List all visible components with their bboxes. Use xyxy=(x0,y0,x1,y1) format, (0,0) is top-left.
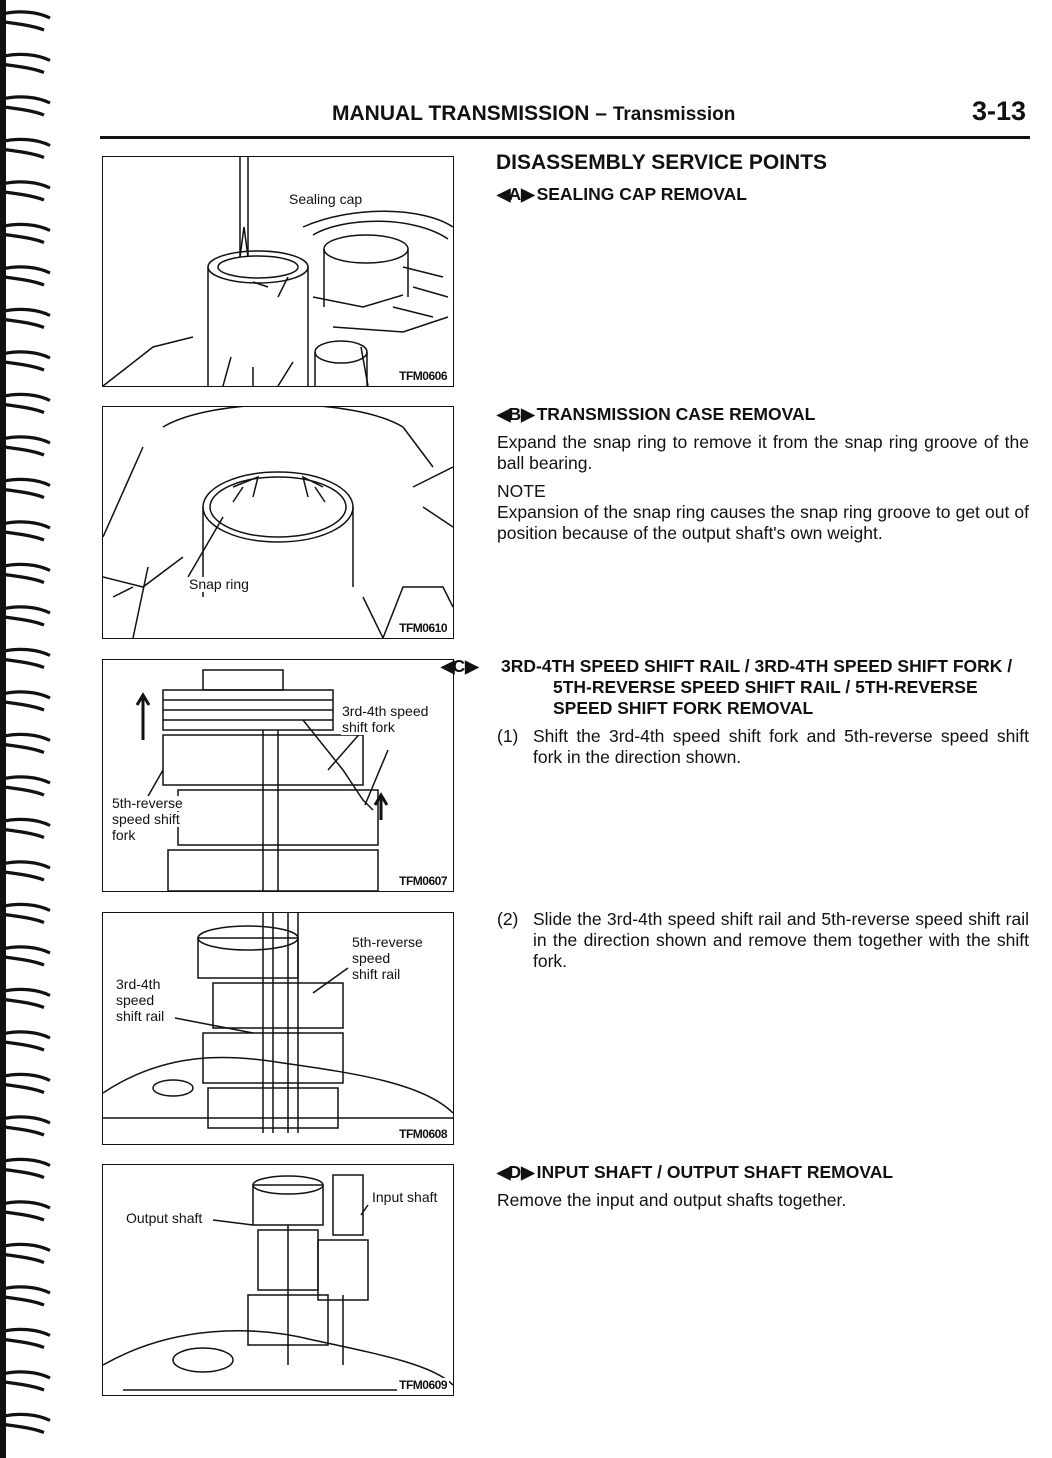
marker-b-icon: ◀B▶ xyxy=(497,404,533,424)
section-d-heading: INPUT SHAFT / OUTPUT SHAFT REMOVAL xyxy=(536,1162,894,1182)
label-3rd-rail-b: speed xyxy=(116,992,155,1008)
binding-coil xyxy=(2,649,50,667)
spiral-binding xyxy=(0,0,60,1458)
binding-coil xyxy=(2,224,50,242)
section-d-body: Remove the input and output shafts together. xyxy=(497,1190,847,1210)
binding-coil xyxy=(2,607,50,625)
figure-code: TFM0610 xyxy=(399,621,447,635)
section-a xyxy=(497,184,1029,205)
binding-coil xyxy=(2,989,50,1007)
binding-coil xyxy=(2,267,50,285)
section-b xyxy=(497,404,1029,544)
label-snap-ring: Snap ring xyxy=(189,576,249,592)
binding-coil xyxy=(2,437,50,455)
figure-code: TFM0607 xyxy=(399,874,447,888)
binding-coil xyxy=(2,54,50,72)
binding-coil xyxy=(2,1414,50,1432)
binding-coil xyxy=(2,1074,50,1092)
section-b-body: Expand the snap ring to remove it from the snap ring groove of the ball bearing. xyxy=(497,432,1029,473)
section-heading: DISASSEMBLY SERVICE POINTS xyxy=(496,151,828,174)
binding-coil xyxy=(2,777,50,795)
binding-coil xyxy=(2,1244,50,1262)
binding-coil xyxy=(2,309,50,327)
figure-sealing-cap xyxy=(102,156,454,387)
marker-a-icon: ◀A▶ xyxy=(497,184,533,204)
label-3rd-rail-a: 3rd-4th xyxy=(116,976,161,992)
binding-coil xyxy=(2,394,50,412)
sealing-cap-illustration xyxy=(103,157,453,386)
binding-coil xyxy=(2,947,50,965)
figure-code: TFM0606 xyxy=(399,369,447,383)
binding-coil xyxy=(2,819,50,837)
label-5th-reverse-b: speed shift xyxy=(112,811,180,827)
binding-coil xyxy=(2,1329,50,1347)
binding-coil xyxy=(2,479,50,497)
binding-coil xyxy=(2,1032,50,1050)
label-5th-rail-c: shift rail xyxy=(352,966,401,982)
marker-d-icon: ◀D▶ xyxy=(497,1162,533,1182)
page-number: 3-13 xyxy=(971,96,1026,126)
binding-coil xyxy=(2,352,50,370)
binding-coil xyxy=(2,692,50,710)
snap-ring-illustration xyxy=(103,407,453,638)
label-input-shaft: Input shaft xyxy=(372,1189,438,1205)
binding-coil xyxy=(2,1202,50,1220)
figure-code: TFM0608 xyxy=(399,1127,447,1141)
page-title xyxy=(332,102,735,126)
binding-coil xyxy=(2,862,50,880)
page-header xyxy=(100,96,1030,139)
label-shift-fork-b: shift fork xyxy=(342,719,395,735)
label-3rd-rail-c: shift rail xyxy=(116,1008,165,1024)
binding-coil xyxy=(2,1159,50,1177)
section-c-heading: 3RD-4TH SPEED SHIFT RAIL / 3RD-4TH SPEED SHIFT FORK / 5TH-REVERSE SPEED SHIFT RAIL / 5TH-REVERSE SPEED SHIFT FORK REMOVAL xyxy=(501,656,1013,718)
figure-shift-rails xyxy=(102,912,454,1145)
note-text: Expansion of the snap ring causes the snap ring groove to get out of position because of the output shaft's own weight. xyxy=(497,502,1029,543)
binding-coil xyxy=(2,734,50,752)
label-5th-rail-b: speed xyxy=(352,950,391,966)
figure-snap-ring xyxy=(102,406,454,639)
section-c: C▶ 3RD-4TH SPEED SHIFT RAIL / 3RD-4TH SPEED SHIFT FORK / 5TH-REVERSE SPEED SHIFT RAIL / 5TH-REVERSE SPEED SHIFT FORK REMOVAL (1) Shift the 3rd-4th speed shift fork and 5th-reverse speed shift fork in the direction shown. xyxy=(452,656,1029,767)
step-2: (2) Slide the 3rd-4th speed shift rail and 5th-reverse speed shift rail in the direction shown and remove them together with the shift fork. xyxy=(497,909,1029,971)
section-b-heading: TRANSMISSION CASE REMOVAL xyxy=(536,404,816,424)
binding-coil xyxy=(2,522,50,540)
label-5th-reverse-c: fork xyxy=(112,827,136,843)
label-5th-reverse-a: 5th-reverse xyxy=(112,795,183,811)
figure-code: TFM0609 xyxy=(399,1378,447,1392)
header-subtitle: Transmission xyxy=(612,104,736,125)
label-5th-rail-a: 5th-reverse xyxy=(352,934,423,950)
binding-coil xyxy=(2,139,50,157)
label-output-shaft: Output shaft xyxy=(126,1210,203,1226)
section-a-heading: SEALING CAP REMOVAL xyxy=(536,184,747,204)
binding-coil xyxy=(2,904,50,922)
binding-coil xyxy=(2,1372,50,1390)
binding-coil xyxy=(2,182,50,200)
label-sealing-cap: Sealing cap xyxy=(289,191,363,207)
note-label: NOTE xyxy=(497,481,546,501)
binding-coil xyxy=(2,564,50,582)
label-shift-fork-a: 3rd-4th speed xyxy=(342,703,429,719)
binding-coil xyxy=(2,1287,50,1305)
shift-forks-illustration xyxy=(103,660,453,891)
binding-coil xyxy=(2,1117,50,1135)
section-c-step-2 xyxy=(497,909,1029,972)
header-separator: – xyxy=(595,102,607,125)
step-1: (1) Shift the 3rd-4th speed shift fork and 5th-reverse speed shift fork in the direction shown. xyxy=(497,726,1029,767)
binding-coil xyxy=(2,12,50,30)
figure-shafts xyxy=(102,1164,454,1396)
figure-shift-forks xyxy=(102,659,454,892)
section-d xyxy=(497,1162,1029,1211)
binding-coil xyxy=(2,97,50,115)
header-title: MANUAL TRANSMISSION xyxy=(332,102,590,125)
